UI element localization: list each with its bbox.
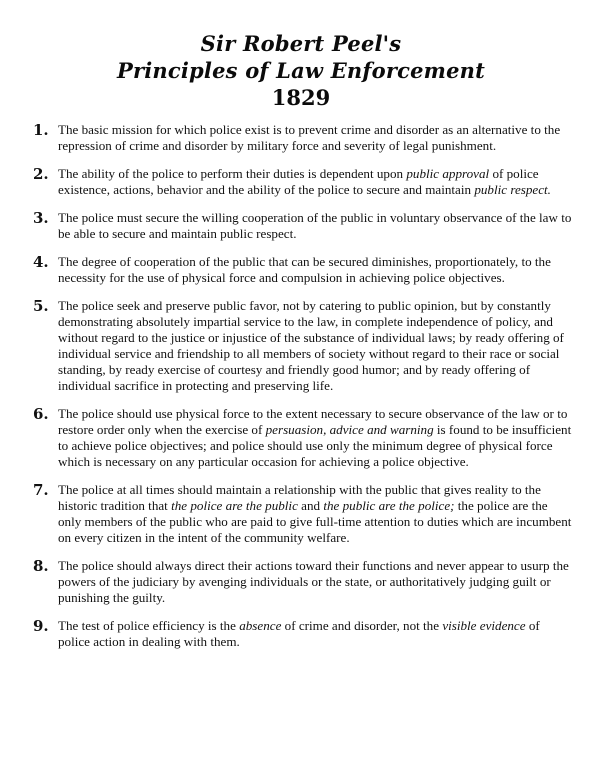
principle-text	[58, 618, 574, 650]
principle-text: The police seek and preserve public favor, not by catering to public opinion, but by constantly demonstrating absolutely impartial service to the law, in complete independence of policy, and without regard to the justice or injustice of the substance of individual laws; by ready offering of individual service and friendship to all members of society without regard to their race or social standing, by ready exercise of courtesy and friendly good humor; and by ready offering of individual sacrifice in protecting and preserving life.	[58, 298, 564, 393]
principle-emphasis: public respect.	[474, 182, 551, 197]
principle-number: 2.	[33, 165, 49, 183]
principle-emphasis: the public are the police;	[323, 498, 455, 513]
principle-text-part: The test of police efficiency is the	[58, 618, 236, 633]
principle-text: The police must secure the willing cooperation of the public in voluntary observance of the law to be able to secure and maintain public respect.	[58, 210, 572, 241]
principle-item-8	[0, 558, 602, 606]
title-line-1: Sir Robert Peel's	[200, 31, 402, 56]
principle-text: The police should always direct their actions toward their functions and never appear to usurp the powers of the judiciary by avenging individuals or the state, or authoritatively judging guilt or punishing the guilty.	[58, 558, 569, 605]
principle-text-part: The ability of the police to perform their duties is dependent upon	[58, 166, 404, 181]
principle-text-part: of police existence, actions, behavior and the ability of the police to secure and maintain	[58, 166, 539, 197]
principle-item-1	[0, 122, 602, 154]
principle-text-part: the police are the only members of the public who are paid to give full-time attention to duties which are incumbent on every citizen in the intent of the community welfare.	[58, 498, 572, 545]
principle-text	[58, 482, 574, 546]
principle-number: 3.	[33, 209, 49, 227]
principle-number: 7.	[33, 481, 49, 499]
principle-text-part: is found to be insufficient to achieve police objectives; and police should use only the minimum degree of physical force which is necessary on any particular occasion for achieving a police objective.	[58, 422, 572, 469]
principle-number: 5.	[33, 297, 49, 315]
principle-text: The basic mission for which police exist is to prevent crime and disorder as an alternative to the repression of crime and disorder by military force and severity of legal punishment.	[58, 122, 561, 153]
principle-text-part: of police action in dealing with them.	[58, 618, 540, 649]
principle-text-part: and	[301, 498, 321, 513]
title-line-2: Principles of Law Enforcement	[116, 58, 485, 83]
principle-number: 4.	[33, 253, 49, 271]
principle-item-7	[0, 482, 602, 546]
principle-item-6	[0, 406, 602, 470]
principle-text	[58, 406, 574, 470]
principle-item-4	[0, 254, 602, 286]
principle-number: 8.	[33, 557, 49, 575]
principle-text-part: The police at all times should maintain a relationship with the public that gives reality to the historic tradition that	[58, 482, 541, 513]
principle-emphasis: public approval	[406, 166, 490, 181]
document-title	[0, 0, 602, 111]
principle-emphasis: the police are the public	[171, 498, 298, 513]
principle-text-part: The police should use physical force to the extent necessary to secure observance of the law or to restore order only when the exercise of	[58, 406, 568, 437]
principle-emphasis: visible evidence	[442, 618, 526, 633]
principle-text-part: of crime and disorder, not the	[284, 618, 440, 633]
principle-number: 1.	[33, 121, 49, 139]
principle-emphasis: absence	[239, 618, 282, 633]
title-year: 1829	[271, 85, 331, 110]
principle-item-3	[0, 210, 602, 242]
principle-item-9	[0, 618, 602, 650]
principle-text: The degree of cooperation of the public that can be secured diminishes, proportionately, to the necessity for the use of physical force and compulsion in achieving police objectives.	[58, 254, 551, 285]
principle-number: 6.	[33, 405, 49, 423]
principle-number: 9.	[33, 617, 49, 635]
principles-list	[0, 122, 602, 662]
principle-item-5	[0, 298, 602, 394]
principle-item-2	[0, 166, 602, 198]
principle-text	[58, 166, 574, 198]
principle-emphasis: persuasion, advice and warning	[265, 422, 434, 437]
